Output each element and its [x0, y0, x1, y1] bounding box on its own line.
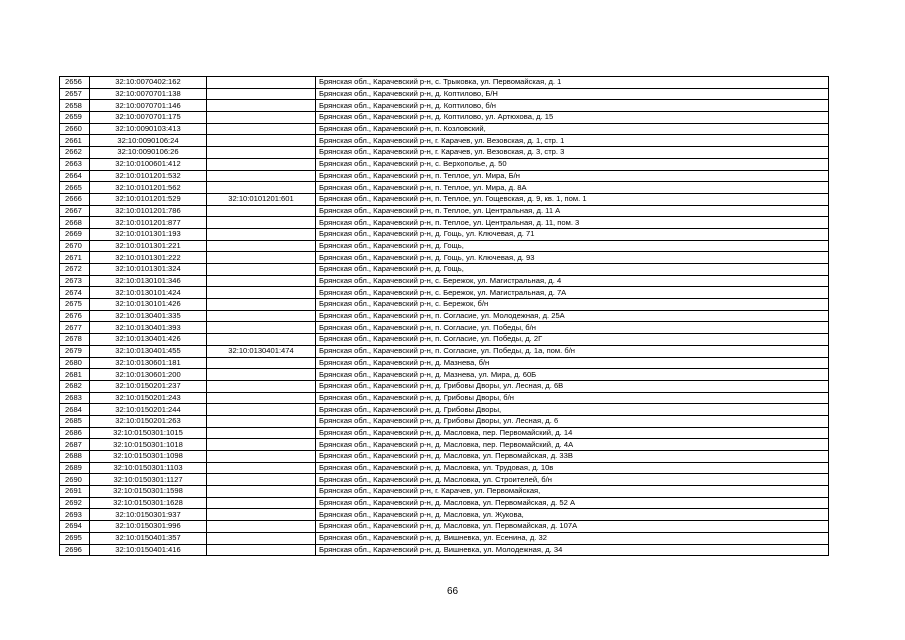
row-number-cell: 2674	[60, 287, 90, 299]
table-row	[60, 299, 829, 311]
address-cell: Брянская обл., Карачевский р-н, д. Гощь, ул. Ключевая, д. 93	[316, 252, 829, 264]
row-number-cell: 2673	[60, 275, 90, 287]
table-row	[60, 205, 829, 217]
cadastral-number-cell: 32:10:0130101:426	[90, 299, 207, 311]
related-cadastral-number-cell	[207, 299, 316, 311]
address-cell: Брянская обл., Карачевский р-н, д. Мазнева, б/н	[316, 357, 829, 369]
related-cadastral-number-cell	[207, 77, 316, 89]
related-cadastral-number-cell	[207, 509, 316, 521]
table-row	[60, 415, 829, 427]
row-number-cell: 2689	[60, 462, 90, 474]
table-row	[60, 369, 829, 381]
table-row	[60, 439, 829, 451]
related-cadastral-number-cell	[207, 170, 316, 182]
row-number-cell: 2680	[60, 357, 90, 369]
cadastral-number-cell: 32:10:0130401:426	[90, 334, 207, 346]
related-cadastral-number-cell: 32:10:0101201:601	[207, 193, 316, 205]
related-cadastral-number-cell	[207, 135, 316, 147]
row-number-cell: 2686	[60, 427, 90, 439]
cadastral-number-cell: 32:10:0150401:416	[90, 544, 207, 556]
address-cell: Брянская обл., Карачевский р-н, п. Теплое, ул. Мира, д. 8А	[316, 182, 829, 194]
address-cell: Брянская обл., Карачевский р-н, д. Масловка, пер. Первомайский, д. 14	[316, 427, 829, 439]
address-cell: Брянская обл., Карачевский р-н, д. Масловка, пер. Первомайский, д. 4А	[316, 439, 829, 451]
related-cadastral-number-cell	[207, 287, 316, 299]
cadastral-number-cell: 32:10:0101301:193	[90, 228, 207, 240]
address-cell: Брянская обл., Карачевский р-н, п. Теплое, ул. Гощевская, д. 9, кв. 1, пом. 1	[316, 193, 829, 205]
table-row	[60, 486, 829, 498]
address-cell: Брянская обл., Карачевский р-н, д. Коптилово, ул. Артюхова, д. 15	[316, 112, 829, 124]
related-cadastral-number-cell	[207, 228, 316, 240]
cadastral-number-cell: 32:10:0101301:324	[90, 264, 207, 276]
address-cell: Брянская обл., Карачевский р-н, п. Козловский,	[316, 123, 829, 135]
address-cell: Брянская обл., Карачевский р-н, д. Грибовы Дворы, ул. Лесная, д. 6В	[316, 380, 829, 392]
cadastral-number-cell: 32:10:0070701:146	[90, 100, 207, 112]
address-cell: Брянская обл., Карачевский р-н, п. Согласие, ул. Победы, д. 1а, пом. б/н	[316, 345, 829, 357]
related-cadastral-number-cell	[207, 264, 316, 276]
address-cell: Брянская обл., Карачевский р-н, п. Согласие, ул. Победы, б/н	[316, 322, 829, 334]
related-cadastral-number-cell	[207, 486, 316, 498]
table-row	[60, 427, 829, 439]
cadastral-number-cell: 32:10:0100601:412	[90, 158, 207, 170]
related-cadastral-number-cell	[207, 427, 316, 439]
cadastral-number-cell: 32:10:0150201:244	[90, 404, 207, 416]
cadastral-number-cell: 32:10:0150201:243	[90, 392, 207, 404]
row-number-cell: 2663	[60, 158, 90, 170]
table-row	[60, 532, 829, 544]
row-number-cell: 2690	[60, 474, 90, 486]
row-number-cell: 2662	[60, 147, 90, 159]
related-cadastral-number-cell	[207, 123, 316, 135]
table-row	[60, 310, 829, 322]
row-number-cell: 2657	[60, 88, 90, 100]
row-number-cell: 2693	[60, 509, 90, 521]
table-row	[60, 182, 829, 194]
address-cell: Брянская обл., Карачевский р-н, д. Мазнева, ул. Мира, д. 60Б	[316, 369, 829, 381]
row-number-cell: 2681	[60, 369, 90, 381]
cadastral-number-cell: 32:10:0130601:200	[90, 369, 207, 381]
row-number-cell: 2664	[60, 170, 90, 182]
address-cell: Брянская обл., Карачевский р-н, д. Масловка, ул. Первомайская, д. 52 А	[316, 497, 829, 509]
table-row	[60, 123, 829, 135]
related-cadastral-number-cell	[207, 392, 316, 404]
address-cell: Брянская обл., Карачевский р-н, д. Коптилово, б/н	[316, 100, 829, 112]
table-row	[60, 170, 829, 182]
row-number-cell: 2670	[60, 240, 90, 252]
address-cell: Брянская обл., Карачевский р-н, д. Масловка, ул. Первомайская, д. 33В	[316, 451, 829, 463]
cadastral-number-cell: 32:10:0070701:175	[90, 112, 207, 124]
table-row	[60, 334, 829, 346]
address-cell: Брянская обл., Карачевский р-н, г. Карачев, ул. Везовская, д. 3, стр. 3	[316, 147, 829, 159]
row-number-cell: 2696	[60, 544, 90, 556]
address-cell: Брянская обл., Карачевский р-н, п. Теплое, ул. Центральная, д. 11, пом. 3	[316, 217, 829, 229]
cadastral-number-cell: 32:10:0101201:529	[90, 193, 207, 205]
table-row	[60, 380, 829, 392]
cadastral-number-cell: 32:10:0130401:393	[90, 322, 207, 334]
address-cell: Брянская обл., Карачевский р-н, с. Бережок, ул. Магистральная, д. 4	[316, 275, 829, 287]
table-row	[60, 462, 829, 474]
table-row	[60, 521, 829, 533]
table-row	[60, 287, 829, 299]
page-number: 66	[446, 586, 459, 597]
cadastral-number-cell: 32:10:0130401:455	[90, 345, 207, 357]
cadastral-number-cell: 32:10:0150301:996	[90, 521, 207, 533]
cadastral-number-cell: 32:10:0130101:424	[90, 287, 207, 299]
related-cadastral-number-cell	[207, 112, 316, 124]
row-number-cell: 2661	[60, 135, 90, 147]
table-row	[60, 357, 829, 369]
table-row	[60, 88, 829, 100]
related-cadastral-number-cell	[207, 334, 316, 346]
row-number-cell: 2695	[60, 532, 90, 544]
row-number-cell: 2684	[60, 404, 90, 416]
row-number-cell: 2669	[60, 228, 90, 240]
related-cadastral-number-cell	[207, 88, 316, 100]
address-cell: Брянская обл., Карачевский р-н, д. Масловка, ул. Трудовая, д. 10в	[316, 462, 829, 474]
table-row	[60, 112, 829, 124]
related-cadastral-number-cell	[207, 497, 316, 509]
row-number-cell: 2687	[60, 439, 90, 451]
row-number-cell: 2685	[60, 415, 90, 427]
related-cadastral-number-cell	[207, 310, 316, 322]
related-cadastral-number-cell	[207, 474, 316, 486]
row-number-cell: 2692	[60, 497, 90, 509]
related-cadastral-number-cell	[207, 158, 316, 170]
cadastral-number-cell: 32:10:0150301:1628	[90, 497, 207, 509]
cadastral-number-cell: 32:10:0070701:138	[90, 88, 207, 100]
address-cell: Брянская обл., Карачевский р-н, д. Гощь, ул. Ключевая, д. 71	[316, 228, 829, 240]
address-cell: Брянская обл., Карачевский р-н, д. Вишневка, ул. Молодежная, д. 34	[316, 544, 829, 556]
address-cell: Брянская обл., Карачевский р-н, п. Согласие, ул. Молодежная, д. 25А	[316, 310, 829, 322]
table-row	[60, 240, 829, 252]
related-cadastral-number-cell	[207, 147, 316, 159]
address-cell: Брянская обл., Карачевский р-н, д. Масловка, ул. Строителей, б/н	[316, 474, 829, 486]
table-row	[60, 392, 829, 404]
related-cadastral-number-cell	[207, 100, 316, 112]
address-cell: Брянская обл., Карачевский р-н, д. Грибовы Дворы, б/н	[316, 392, 829, 404]
related-cadastral-number-cell	[207, 369, 316, 381]
table-row	[60, 252, 829, 264]
address-cell: Брянская обл., Карачевский р-н, с. Верхополье, д. 50	[316, 158, 829, 170]
address-cell: Брянская обл., Карачевский р-н, д. Вишневка, ул. Есенина, д. 32	[316, 532, 829, 544]
row-number-cell: 2682	[60, 380, 90, 392]
records-table	[59, 76, 829, 556]
related-cadastral-number-cell	[207, 240, 316, 252]
row-number-cell: 2656	[60, 77, 90, 89]
table-row	[60, 451, 829, 463]
related-cadastral-number-cell	[207, 532, 316, 544]
row-number-cell: 2659	[60, 112, 90, 124]
cadastral-number-cell: 32:10:0101201:532	[90, 170, 207, 182]
row-number-cell: 2678	[60, 334, 90, 346]
address-cell: Брянская обл., Карачевский р-н, д. Масловка, ул. Первомайская, д. 107А	[316, 521, 829, 533]
cadastral-number-cell: 32:10:0150401:357	[90, 532, 207, 544]
related-cadastral-number-cell	[207, 252, 316, 264]
related-cadastral-number-cell	[207, 521, 316, 533]
related-cadastral-number-cell	[207, 182, 316, 194]
row-number-cell: 2672	[60, 264, 90, 276]
cadastral-number-cell: 32:10:0130101:346	[90, 275, 207, 287]
row-number-cell: 2688	[60, 451, 90, 463]
related-cadastral-number-cell	[207, 275, 316, 287]
address-cell: Брянская обл., Карачевский р-н, г. Карачев, ул. Везовская, д. 1, стр. 1	[316, 135, 829, 147]
address-cell: Брянская обл., Карачевский р-н, с. Трыковка, ул. Первомайская, д. 1	[316, 77, 829, 89]
related-cadastral-number-cell	[207, 439, 316, 451]
table-row	[60, 217, 829, 229]
address-cell: Брянская обл., Карачевский р-н, с. Бережок, ул. Магистральная, д. 7А	[316, 287, 829, 299]
related-cadastral-number-cell	[207, 205, 316, 217]
cadastral-number-cell: 32:10:0150301:1103	[90, 462, 207, 474]
address-cell: Брянская обл., Карачевский р-н, с. Бережок, б/н	[316, 299, 829, 311]
cadastral-number-cell: 32:10:0150301:1598	[90, 486, 207, 498]
cadastral-number-cell: 32:10:0130601:181	[90, 357, 207, 369]
cadastral-number-cell: 32:10:0101301:222	[90, 252, 207, 264]
table-row	[60, 345, 829, 357]
related-cadastral-number-cell	[207, 462, 316, 474]
cadastral-number-cell: 32:10:0070402:162	[90, 77, 207, 89]
row-number-cell: 2677	[60, 322, 90, 334]
table-row	[60, 322, 829, 334]
row-number-cell: 2660	[60, 123, 90, 135]
related-cadastral-number-cell	[207, 217, 316, 229]
related-cadastral-number-cell	[207, 322, 316, 334]
row-number-cell: 2694	[60, 521, 90, 533]
table-row	[60, 135, 829, 147]
table-row	[60, 158, 829, 170]
row-number-cell: 2658	[60, 100, 90, 112]
table-row	[60, 404, 829, 416]
table-row	[60, 147, 829, 159]
cadastral-number-cell: 32:10:0130401:335	[90, 310, 207, 322]
address-cell: Брянская обл., Карачевский р-н, д. Масловка, ул. Жукова,	[316, 509, 829, 521]
table-row	[60, 264, 829, 276]
address-cell: Брянская обл., Карачевский р-н, д. Грибовы Дворы, ул. Лесная, д. 6	[316, 415, 829, 427]
row-number-cell: 2671	[60, 252, 90, 264]
row-number-cell: 2683	[60, 392, 90, 404]
row-number-cell: 2668	[60, 217, 90, 229]
related-cadastral-number-cell: 32:10:0130401:474	[207, 345, 316, 357]
table-row	[60, 77, 829, 89]
cadastral-number-cell: 32:10:0090103:413	[90, 123, 207, 135]
row-number-cell: 2676	[60, 310, 90, 322]
cadastral-number-cell: 32:10:0150301:937	[90, 509, 207, 521]
related-cadastral-number-cell	[207, 415, 316, 427]
address-cell: Брянская обл., Карачевский р-н, п. Теплое, ул. Мира, Б/н	[316, 170, 829, 182]
row-number-cell: 2667	[60, 205, 90, 217]
address-cell: Брянская обл., Карачевский р-н, г. Карачев, ул. Первомайская,	[316, 486, 829, 498]
cadastral-number-cell: 32:10:0150201:237	[90, 380, 207, 392]
cadastral-number-cell: 32:10:0150301:1127	[90, 474, 207, 486]
table-row	[60, 100, 829, 112]
address-cell: Брянская обл., Карачевский р-н, д. Гощь,	[316, 240, 829, 252]
cadastral-number-cell: 32:10:0150301:1098	[90, 451, 207, 463]
address-cell: Брянская обл., Карачевский р-н, п. Теплое, ул. Центральная, д. 11 А	[316, 205, 829, 217]
cadastral-number-cell: 32:10:0150301:1015	[90, 427, 207, 439]
cadastral-number-cell: 32:10:0101201:877	[90, 217, 207, 229]
cadastral-number-cell: 32:10:0101201:562	[90, 182, 207, 194]
table-row	[60, 193, 829, 205]
cadastral-number-cell: 32:10:0101301:221	[90, 240, 207, 252]
row-number-cell: 2665	[60, 182, 90, 194]
table-row	[60, 544, 829, 556]
table-row	[60, 275, 829, 287]
address-cell: Брянская обл., Карачевский р-н, д. Коптилово, Б/Н	[316, 88, 829, 100]
address-cell: Брянская обл., Карачевский р-н, д. Грибовы Дворы,	[316, 404, 829, 416]
table-row	[60, 497, 829, 509]
table-row	[60, 228, 829, 240]
cadastral-number-cell: 32:10:0150201:263	[90, 415, 207, 427]
row-number-cell: 2666	[60, 193, 90, 205]
cadastral-number-cell: 32:10:0150301:1018	[90, 439, 207, 451]
related-cadastral-number-cell	[207, 380, 316, 392]
row-number-cell: 2691	[60, 486, 90, 498]
row-number-cell: 2675	[60, 299, 90, 311]
cadastral-number-cell: 32:10:0090106:26	[90, 147, 207, 159]
related-cadastral-number-cell	[207, 404, 316, 416]
table-row	[60, 509, 829, 521]
cadastral-number-cell: 32:10:0101201:786	[90, 205, 207, 217]
table-row	[60, 474, 829, 486]
related-cadastral-number-cell	[207, 544, 316, 556]
row-number-cell: 2679	[60, 345, 90, 357]
address-cell: Брянская обл., Карачевский р-н, п. Согласие, ул. Победы, д. 2Г	[316, 334, 829, 346]
records-table-body	[60, 77, 829, 556]
cadastral-number-cell: 32:10:0090106:24	[90, 135, 207, 147]
address-cell: Брянская обл., Карачевский р-н, д. Гощь,	[316, 264, 829, 276]
related-cadastral-number-cell	[207, 357, 316, 369]
related-cadastral-number-cell	[207, 451, 316, 463]
